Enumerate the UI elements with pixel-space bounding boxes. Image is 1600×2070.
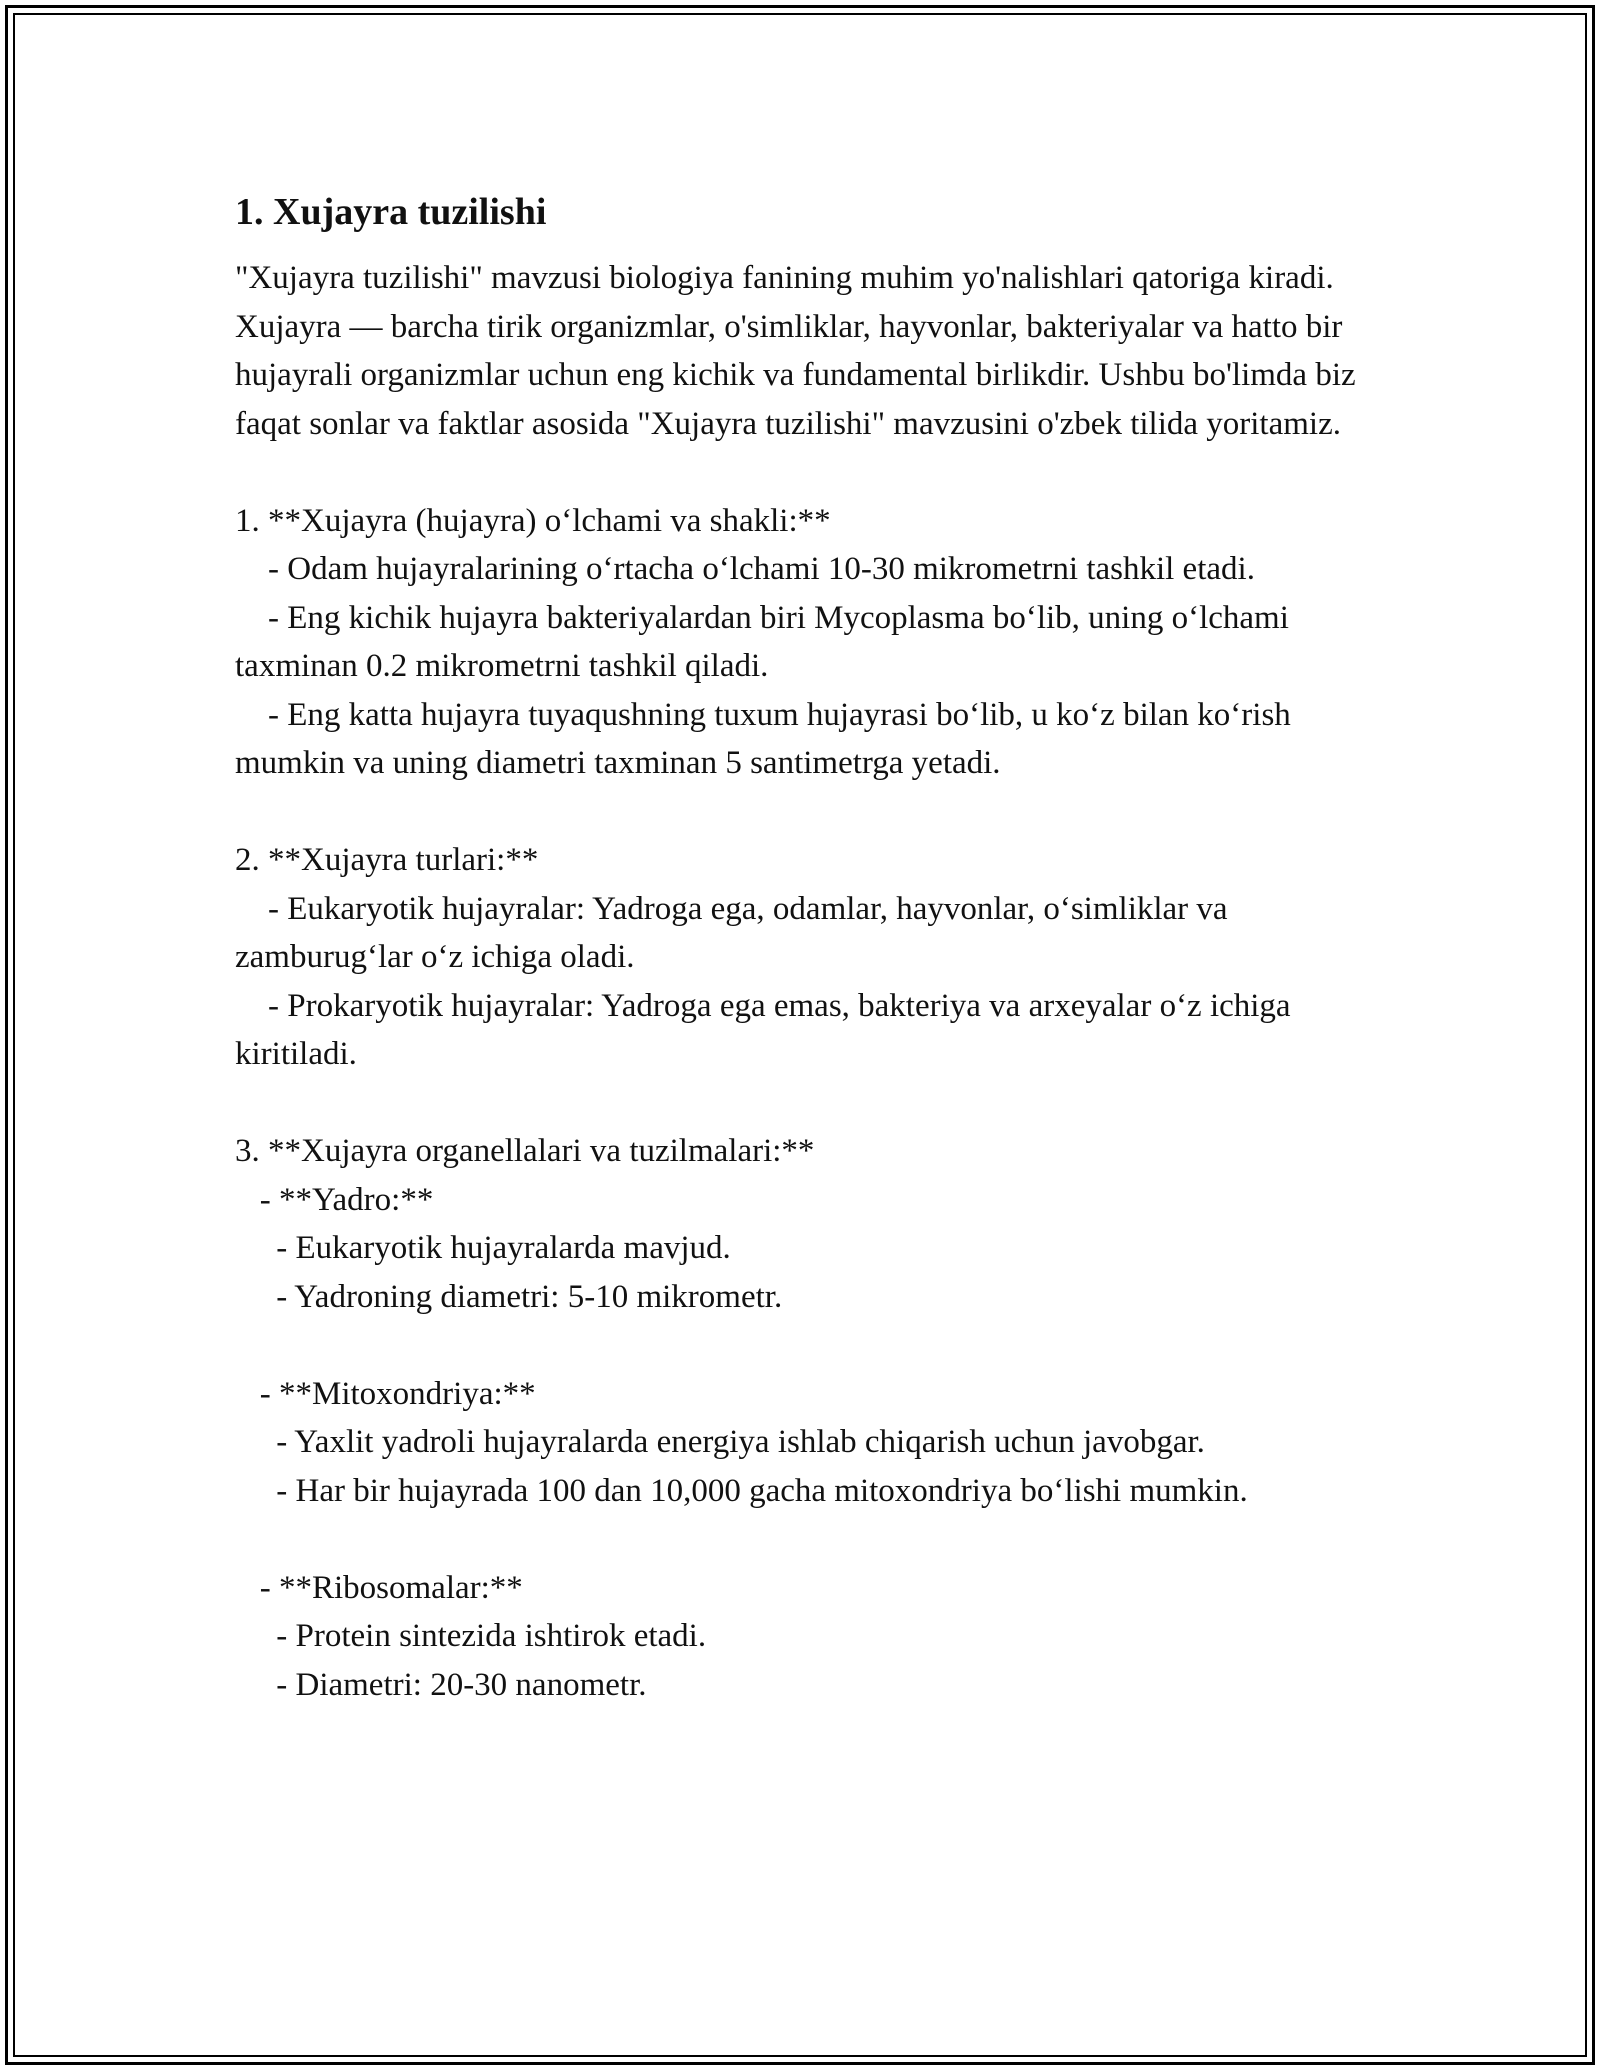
document-body — [235, 186, 1365, 1709]
spacer — [235, 788, 1365, 837]
intro-paragraph: "Xujayra tuzilishi" mavzusi biologiya fanining muhim yo'nalishlari qatoriga kiradi. Xujayra — barcha tirik organizmlar, o'simliklar, hayvonlar, bakteriyalar va hatto bir hujayrali organizmlar uchun eng kichik va fundamental birlikdir. Ushbu bo'limda biz faqat sonlar va faktlar asosida "Xujayra tuzilishi" mavzusini o'zbek tilida yoritamiz. — [235, 260, 1364, 442]
spacer — [235, 1079, 1365, 1128]
size-and-shape-section: 1. **Xujayra (hujayra) oʻlchami va shakli:** - Odam hujayralarining oʻrtacha oʻlchami 10-30 mikrometrni tashkil etadi. - Eng kichik hujayra bakteriyalardan biri Mycoplasma boʻlib, uning oʻlchami taxminan 0.2 mikrometrni tashkil qiladi. - Eng katta hujayra tuyaqushning tuxum hujayrasi boʻlib, u koʻz bilan koʻrish mumkin va uning diametri taxminan 5 santimetrga yetadi. — [235, 502, 1291, 781]
organelles-section: 3. **Xujayra organellalari va tuzilmalari:** - **Yadro:** - Eukaryotik hujayralarda mavjud. - Yadroning diametri: 5-10 mikrometr. - **Mitoxondriya:** - Yaxlit yadroli hujayralarda energiya ishlab chiqarish uchun javobgar. - Har bir hujayrada 100 dan 10,000 gacha mitoxondriya boʻlishi mumkin. - **Ribosomalar:** - Protein sintezida ishtirok etadi. - Diametri: 20-30 nanometr. — [235, 1133, 1248, 1703]
spacer — [235, 448, 1365, 497]
section-heading: 1. Xujayra tuzilishi — [235, 191, 547, 233]
cell-types-section: 2. **Xujayra turlari:** - Eukaryotik hujayralar: Yadroga ega, odamlar, hayvonlar, oʻsimliklar va zamburugʻlar oʻz ichiga oladi. - Prokaryotik hujayralar: Yadroga ega emas, bakteriya va arxeyalar oʻz ichiga kiritiladi. — [235, 842, 1291, 1072]
